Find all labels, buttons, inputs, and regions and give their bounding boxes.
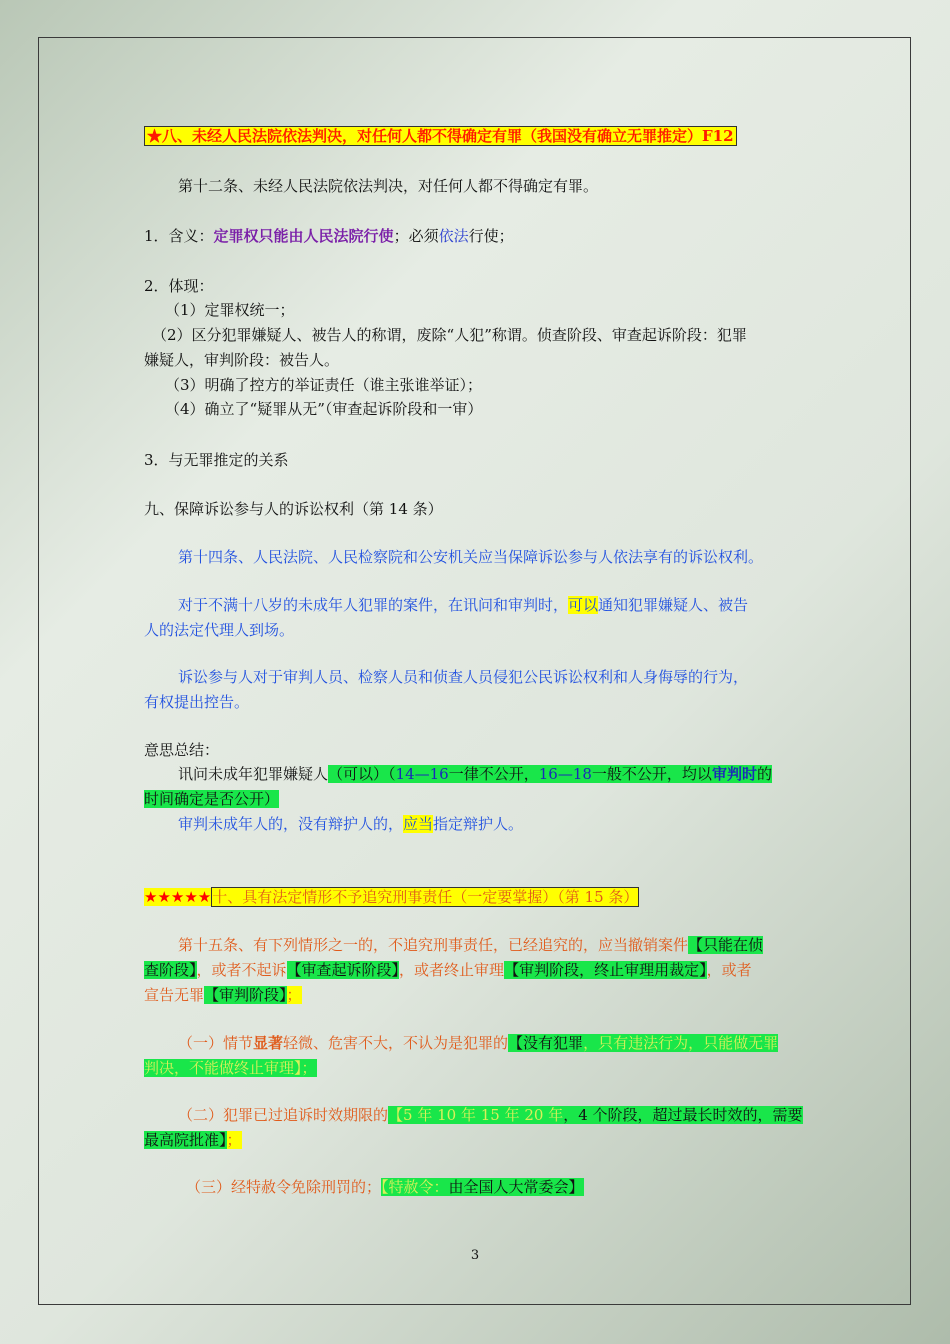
- item-2b: 最高院批准】；: [144, 1131, 242, 1149]
- article-15-b: 查阶段】，或者不起诉【审查起诉阶段】，或者终止审理【审判阶段，终止审理用裁定】，或者: [144, 961, 752, 979]
- summary-line1: 讯问未成年犯罪嫌疑人（可以）（14—16一律不公开，16—18一般不公开，均以审判时的: [178, 765, 772, 783]
- star-rating-icon: ★★★★★: [144, 888, 212, 906]
- item-1b: 判决，不能做终止审理】；: [144, 1059, 317, 1077]
- article-14-para2a: 对于不满十八岁的未成年人犯罪的案件，在讯问和审判时，可以通知犯罪嫌疑人、被告: [178, 596, 749, 614]
- article-14: 第十四条、人民法院、人民检察院和公安机关应当保障诉讼参与人依法享有的诉讼权利。: [178, 548, 764, 566]
- article-15-a: 第十五条、有下列情形之一的，不追究刑事责任，已经追究的，应当撤销案件【只能在侦: [178, 936, 764, 954]
- item-3: （三）经特赦令免除刑罚的；【特赦令：由全国人大常委会】: [186, 1178, 584, 1196]
- embodiment-3: （3）明确了控方的举证责任（谁主张谁举证）；: [165, 376, 483, 394]
- section8-heading: ★八、未经人民法院依法判决，对任何人都不得确定有罪（我国没有确立无罪推定）F12: [144, 124, 737, 148]
- article-15-c: 宣告无罪【审判阶段】；: [144, 986, 302, 1004]
- embodiment-title: 2．体现：: [144, 277, 214, 295]
- embodiment-2b: 嫌疑人，审判阶段：被告人。: [144, 351, 340, 369]
- article-14-para3b: 有权提出控告。: [144, 693, 250, 711]
- page-number: 3: [470, 1248, 480, 1263]
- embodiment-2a: （2）区分犯罪嫌疑人、被告人的称谓，废除“人犯”称谓。侦查阶段、审查起诉阶段：犯罪: [152, 326, 747, 344]
- summary-line2: 审判未成年人的，没有辩护人的，应当指定辩护人。: [178, 815, 524, 833]
- section10-heading: ★★★★★十、具有法定情形不予追究刑事责任（一定要掌握）（第 15 条）: [144, 888, 639, 906]
- relation-line: 3．与无罪推定的关系: [144, 451, 289, 469]
- meaning-line: 1．含义：定罪权只能由人民法院行使；必须依法行使；: [144, 227, 514, 245]
- summary-line1b: 时间确定是否公开）: [144, 790, 280, 808]
- embodiment-1: （1）定罪权统一；: [165, 301, 295, 319]
- section9-heading: 九、保障诉讼参与人的诉讼权利（第 14 条）: [144, 500, 443, 518]
- item-1a: （一）情节显著轻微、危害不大，不认为是犯罪的【没有犯罪，只有违法行为，只能做无罪: [178, 1034, 779, 1052]
- embodiment-4: （4）确立了“疑罪从无”（审查起诉阶段和一审）: [165, 400, 483, 418]
- article-14-para3a: 诉讼参与人对于审判人员、检察人员和侦查人员侵犯公民诉讼权利和人身侮辱的行为，: [178, 668, 749, 686]
- article-14-para2b: 人的法定代理人到场。: [144, 621, 295, 639]
- article-12: 第十二条、未经人民法院依法判决，对任何人都不得确定有罪。: [178, 177, 599, 195]
- item-2a: （二）犯罪已过追诉时效期限的【5 年 10 年 15 年 20 年，4 个阶段，超过最长时效的，需要: [178, 1106, 803, 1124]
- summary-label: 意思总结：: [144, 741, 220, 759]
